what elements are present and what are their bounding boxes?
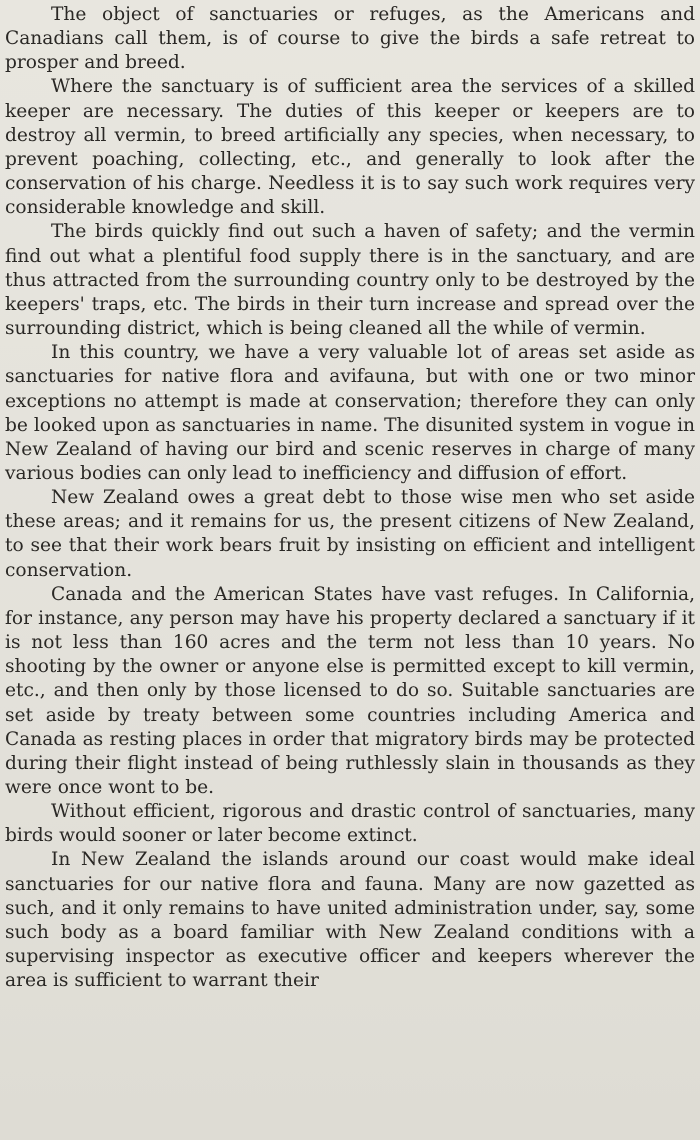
paragraph-haven-of-safety: The birds quickly find out such a haven of safety; and the vermin find out what a plentiful food supply there is in the sanctuary, and are thus attracted from the surrounding country only to be destroyed by the keepers' traps, etc. The birds in their turn increase and spread over the surrounding district, which is being cleaned all the while of vermin.	[5, 221, 695, 340]
paragraph-debt-to-wise-men: New Zealand owes a great debt to those wise men who set aside these areas; and it remains for us, the present citizens of New Zealand, to see that their work bears fruit by insisting on efficient and intelligent conservation.	[5, 487, 695, 581]
paragraph-new-zealand-areas: In this country, we have a very valuable lot of areas set aside as sanctuaries for native flora and avifauna, but with one or two minor exceptions no attempt is made at conservation; therefore they can only be looked upon as sanctuaries in name. The disunited system in vogue in New Zealand of having our bird and scenic reserves in charge of many various bodies can only lead to inefficiency and diffusion of effort.	[5, 342, 695, 484]
paragraph-control-of-sanctuaries: Without efficient, rigorous and drastic control of sanctuaries, many birds would sooner or later become extinct.	[5, 801, 695, 847]
paragraph-canada-america-refuges: Canada and the American States have vast refuges. In California, for instance, any person may have his property declared a sanctuary if it is not less than 160 acres and the term not less than 10 years. No shooting by the owner or anyone else is permitted except to kill vermin, etc., and then only by those licensed to do so. Suitable sanctuaries are set aside by treaty between some countries including America and Canada as resting places in order that migratory birds may be protected during their flight instead of being ruthlessly slain in thousands as they were once wont to be.	[5, 583, 695, 798]
paragraph-islands-as-sanctuaries: In New Zealand the islands around our coast would make ideal sanctuaries for our native flora and fauna. Many are now gazetted as such, and it only remains to have united administration under, say, some such body as a board familiar with New Zealand conditions with a supervising inspector as executive officer and keepers wherever the area is sufficient to warrant their	[5, 849, 695, 992]
paragraph-keeper-duties: Where the sanctuary is of sufficient area the services of a skilled keeper are necessary. The duties of this keeper or keepers are to destroy all vermin, to breed artificially any species, when necessary, to prevent poaching, collecting, etc., and generally to look after the conservation of his charge. Needless it is to say such work requires very considerable knowledge and skill.	[5, 76, 695, 219]
paragraph-sanctuary-purpose: The object of sanctuaries or refuges, as the Americans and Canadians call them, is of course to give the birds a safe retreat to prosper and breed.	[5, 4, 695, 74]
